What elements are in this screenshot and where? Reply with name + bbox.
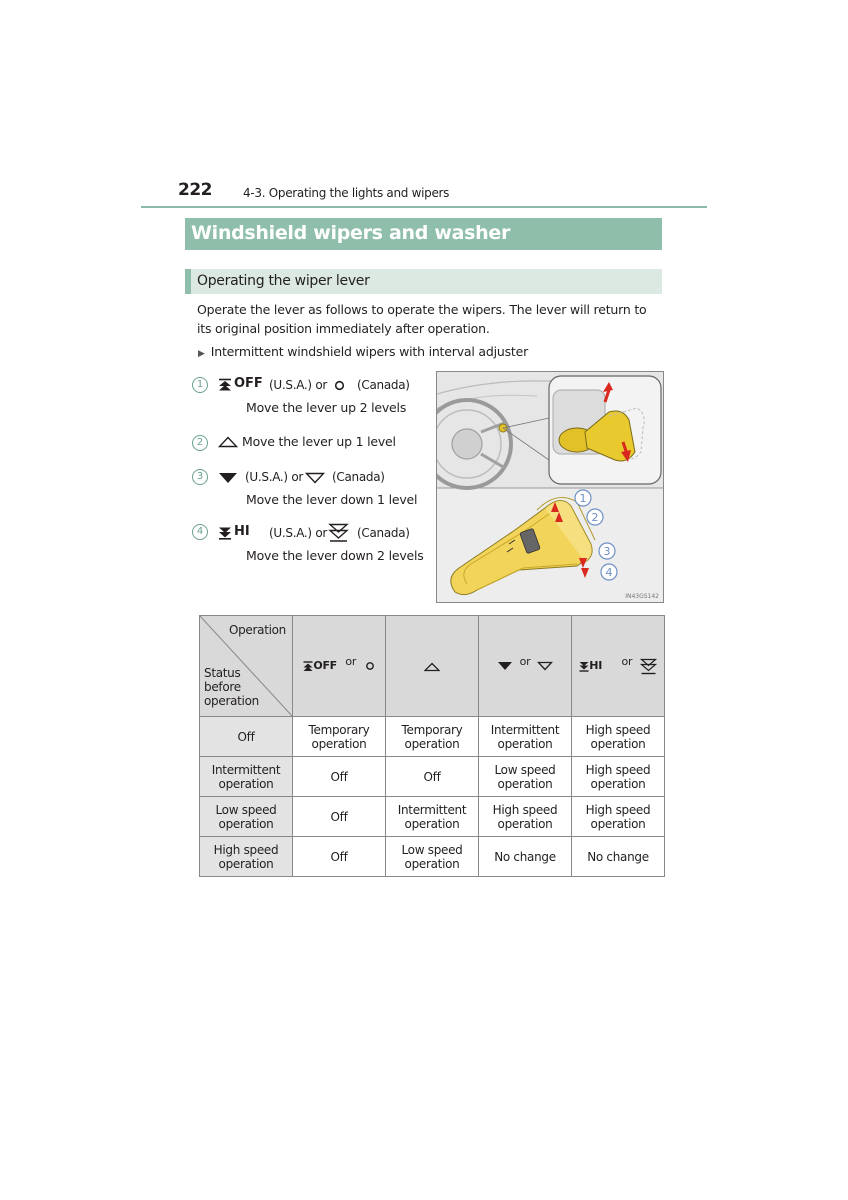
table-row (200, 757, 665, 797)
down-outline-triangle-icon (305, 472, 325, 484)
sub-heading-banner (185, 269, 662, 294)
col-off-text: OFF (313, 659, 337, 673)
col-header-up1 (386, 616, 479, 717)
bullet-text: Intermittent windshield wipers with interval adjuster (210, 344, 529, 359)
illustration-code: IN43GS142 (625, 593, 659, 600)
wiper-lever-illustration (436, 371, 664, 603)
svg-text:1: 1 (579, 492, 587, 505)
col-header-down1 (479, 616, 572, 717)
canada-label-1: (Canada) (357, 378, 410, 392)
table-cell: Off (386, 757, 479, 797)
item-number-3: 3 (192, 469, 208, 485)
item-number-4: 4 (192, 524, 208, 540)
double-up-mist-icon (218, 378, 232, 392)
header-rule (141, 206, 707, 208)
row-status-cell: Intermittent operation (200, 757, 293, 797)
corner-operation-label: Operation (228, 623, 286, 637)
page-number: 222 (178, 180, 212, 200)
table-cell: No change (572, 837, 665, 877)
table-cell: High speed operation (572, 717, 665, 757)
section-title: 4-3. Operating the lights and wipers (243, 186, 450, 200)
item-number-2: 2 (192, 435, 208, 451)
table-cell: High speed operation (572, 757, 665, 797)
main-heading-banner (185, 218, 662, 250)
main-heading: Windshield wipers and washer (191, 222, 511, 244)
table-row (200, 797, 665, 837)
col-or-3: or (621, 655, 633, 668)
usa-label-3: (U.S.A.) or (245, 470, 303, 484)
operation-table (199, 615, 665, 877)
table-cell: High speed operation (572, 797, 665, 837)
table-row (200, 717, 665, 757)
bullet-item (198, 344, 528, 359)
double-down-outline-icon (640, 658, 657, 675)
table-cell: No change (479, 837, 572, 877)
table-cell: Intermittent operation (479, 717, 572, 757)
table-header-row (200, 616, 665, 717)
row-status-cell: Off (200, 717, 293, 757)
sub-heading: Operating the wiper lever (197, 273, 370, 289)
item-number-1: 1 (192, 377, 208, 393)
usa-label-4: (U.S.A.) or (269, 526, 327, 540)
table-cell: Off (293, 837, 386, 877)
canada-label-3: (Canada) (332, 470, 385, 484)
col-header-up2 (293, 616, 386, 717)
svg-text:3: 3 (603, 545, 611, 558)
table-corner-cell (200, 616, 293, 717)
callout-4 (601, 564, 617, 580)
table-cell: Low speed operation (386, 837, 479, 877)
table-cell: High speed operation (479, 797, 572, 837)
item-desc-1: Move the lever up 2 levels (246, 400, 407, 415)
off-symbol-text: OFF (234, 376, 263, 391)
usa-label-1: (U.S.A.) or (269, 378, 327, 392)
double-down-icon (218, 526, 232, 540)
svg-text:4: 4 (605, 566, 613, 579)
down-outline-triangle-icon (537, 661, 553, 671)
col-or-2: or (519, 655, 531, 669)
item-desc-3: Move the lever down 1 level (246, 492, 418, 507)
callout-2 (587, 509, 603, 525)
item-desc-4: Move the lever down 2 levels (246, 548, 424, 563)
col-hi-text: HI (589, 659, 602, 672)
table-cell: Off (293, 797, 386, 837)
table-cell: Intermittent operation (386, 797, 479, 837)
double-down-outline-icon (328, 523, 349, 543)
item-desc-2: Move the lever up 1 level (242, 434, 396, 449)
down-solid-triangle-icon (497, 661, 513, 671)
callout-1 (575, 490, 591, 506)
row-status-cell: High speed operation (200, 837, 293, 877)
up-outline-triangle-icon (218, 436, 238, 448)
canada-label-4: (Canada) (357, 526, 410, 540)
circle-off-icon (365, 661, 375, 671)
table-cell: Low speed operation (479, 757, 572, 797)
svg-text:2: 2 (591, 511, 599, 524)
double-down-icon (579, 661, 589, 672)
circle-off-icon (334, 380, 345, 391)
col-header-down2 (572, 616, 665, 717)
corner-status-label: Status before operation (204, 666, 259, 708)
bullet-triangle-icon: ▶ (198, 349, 205, 359)
callout-3 (599, 543, 615, 559)
up-outline-triangle-icon (424, 662, 440, 672)
table-cell: Off (293, 757, 386, 797)
down-solid-triangle-icon (218, 472, 238, 484)
double-up-mist-icon (303, 661, 313, 672)
hi-symbol-text: HI (234, 524, 250, 539)
row-status-cell: Low speed operation (200, 797, 293, 837)
table-row (200, 837, 665, 877)
table-cell: Temporary operation (293, 717, 386, 757)
table-cell: Temporary operation (386, 717, 479, 757)
sub-heading-bar (185, 269, 191, 294)
col-or-1: or (345, 655, 357, 669)
intro-paragraph: Operate the lever as follows to operate the wipers. The lever will return to its original position immediately after operation. (197, 302, 647, 336)
